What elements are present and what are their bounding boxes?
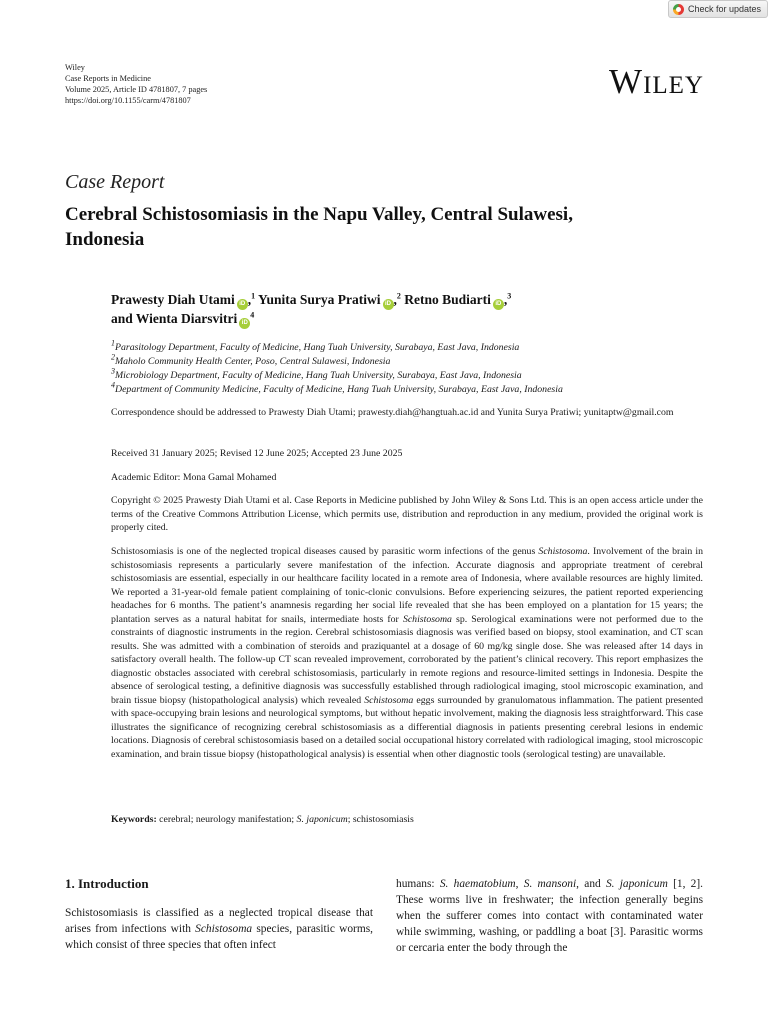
publisher-name: Wiley	[65, 63, 85, 72]
affiliation-item: $^4$Department of Community Medicine, Faculty of Medicine, Hang Tuah University, Surabaya, East Java, Indonesia	[111, 380, 563, 395]
author-name: Yunita Surya Pratiwi	[257, 292, 381, 307]
crossmark-icon	[673, 4, 684, 15]
article-type: Case Report	[65, 171, 165, 193]
doi-link[interactable]: https://doi.org/10.1155/carm/4781807	[65, 96, 191, 105]
intro-left-column: Schistosomiasis is classified as a neglected tropical disease that arises from infections with Schistosoma species, parasitic worms, which consist of three species that often infect	[65, 907, 373, 951]
article-dates: Received 31 January 2025; Revised 12 June 2025; Accepted 23 June 2025	[111, 448, 403, 459]
check-for-updates-label: Check for updates	[688, 4, 762, 14]
keywords-label: Keywords:	[111, 814, 157, 825]
orcid-icon[interactable]: iD	[237, 299, 248, 310]
affiliation-item: $^2$Maholo Community Health Center, Poso, Central Sulawesi, Indonesia	[111, 352, 391, 367]
affiliations	[111, 338, 711, 397]
volume-line: Volume 2025, Article ID 4781807, 7 pages	[65, 85, 208, 94]
article-title: Cerebral Schistosomiasis in the Napu Valley, Central Sulawesi, Indonesia	[65, 204, 573, 250]
orcid-icon[interactable]: iD	[383, 299, 394, 310]
section-heading: 1. Introduction	[65, 876, 149, 891]
author-list: Prawesty Diah Utami iD ,$^1$ Yunita Surya Pratiwi iD ,$^2$ Retno Budiarti iD ,$^3$ and Wienta Diarsvitri $iD^4$	[111, 291, 671, 329]
intro-right-column: humans: S. haematobium, S. mansoni, and S. japonicum [1, 2]. These worms live in freshwater; the infection generally begins when the sufferer comes into contact with contaminated water while swimming, washing, or paddling a boat [3]. Parasitic worms or cercaria enter the body through the	[396, 878, 704, 954]
correspondence: Correspondence should be addressed to Prawesty Diah Utami; prawesty.diah@hangtuah.ac.id and Yunita Surya Pratiwi; yunitaptw@gmail.com	[111, 407, 674, 418]
copyright-notice: Copyright © 2025 Prawesty Diah Utami et al. Case Reports in Medicine published by John Wiley & Sons Ltd. This is an open access article under the terms of the Creative Commons Attribution License, which permits use, distribution and reproduction in any medium, provided the original work is properly cited.	[111, 495, 703, 533]
check-for-updates-button[interactable]	[668, 0, 768, 18]
author-name: Retno Budiarti	[404, 292, 491, 307]
authors-and: and	[111, 311, 133, 326]
journal-meta	[65, 62, 207, 106]
orcid-icon[interactable]: iD	[493, 299, 504, 310]
journal-name: Case Reports in Medicine	[65, 74, 151, 83]
keywords: Keywords: cerebral; neurology manifestation; S. japonicum; schistosomiasis	[111, 814, 414, 825]
author-sup: 1	[251, 291, 256, 301]
author-name: Prawesty Diah Utami	[111, 292, 235, 307]
author-sup: 2	[396, 291, 401, 301]
affiliation-item: $^1$Parasitology Department, Faculty of Medicine, Hang Tuah University, Surabaya, East Java, Indonesia	[111, 338, 520, 353]
author-name: Wienta Diarsvitri	[135, 311, 238, 326]
author-sup: 4	[250, 310, 255, 320]
abstract: Schistosomiasis is one of the neglected tropical diseases caused by parasitic worm infections of the genus Schistosoma. Involvement of the brain in schistosomiasis represents a particularly severe manifestation of the infection. Accurate diagnosis and appropriate treatment of cerebral schistosomiasis are essential, especially in our healthcare facility located in a remote area of Indonesia, where available resources are highly limited. We reported a 31-year-old female patient complaining of tonic-clonic convulsions. Before experiencing seizures, the patient reported experiencing headaches for 6 months. The patient’s anamnesis regarding her social life revealed that she has been employed on a plantation for 15 years; the plantation serves as a natural habitat for snails, intermediate hosts for Schistosoma sp. Serological examinations were not performed due to the constraints of diagnostic instruments in the region. Cerebral schistosomiasis diagnosis was verified based on biopsy, stool examination, and CT scan results. She was admitted with a combination of steroids and praziquantel at a dosage of 60 mg/kg single dose. She was released after 14 days in satisfactory overall health. The follow-up CT scan revealed improvement, corroborated by the patient’s clinical recovery. This report emphasizes the diagnostic obstacles associated with cerebral schistosomiasis, particularly in remote regions and resource-limited settings in Indonesia. Despite the absence of serological testing, a definitive diagnosis was successfully established through radiological imaging, stool microscopic examination, and brain tissue biopsy (histopathological analysis) which revealed Schistosoma eggs surrounded by granulomatous inflammation. The patient presented with space-occupying brain lesions and neurological symptoms, but without hepatic involvement, making the diagnosis less straightforward. This case illustrates the significance of recognizing cerebral schistosomiasis as a differential diagnosis in patients presenting cerebral lesions in endemic locations. Diagnosis of cerebral schistosomiasis based on a detailed social occupational history correlated with radiological imaging, stool microscopic examination, and brain tissue biopsy (histopathological analysis) is essential when other diagnostic tools (serological testing) are unavailable.	[111, 546, 704, 760]
orcid-icon[interactable]: iD	[239, 318, 250, 329]
affiliation-item: $^3$Microbiology Department, Faculty of Medicine, Hang Tuah University, Surabaya, East Java, Indonesia	[111, 366, 522, 381]
wiley-logo: Wiley	[609, 62, 704, 101]
academic-editor: Academic Editor: Mona Gamal Mohamed	[111, 472, 277, 483]
author-sup: 3	[507, 291, 512, 301]
